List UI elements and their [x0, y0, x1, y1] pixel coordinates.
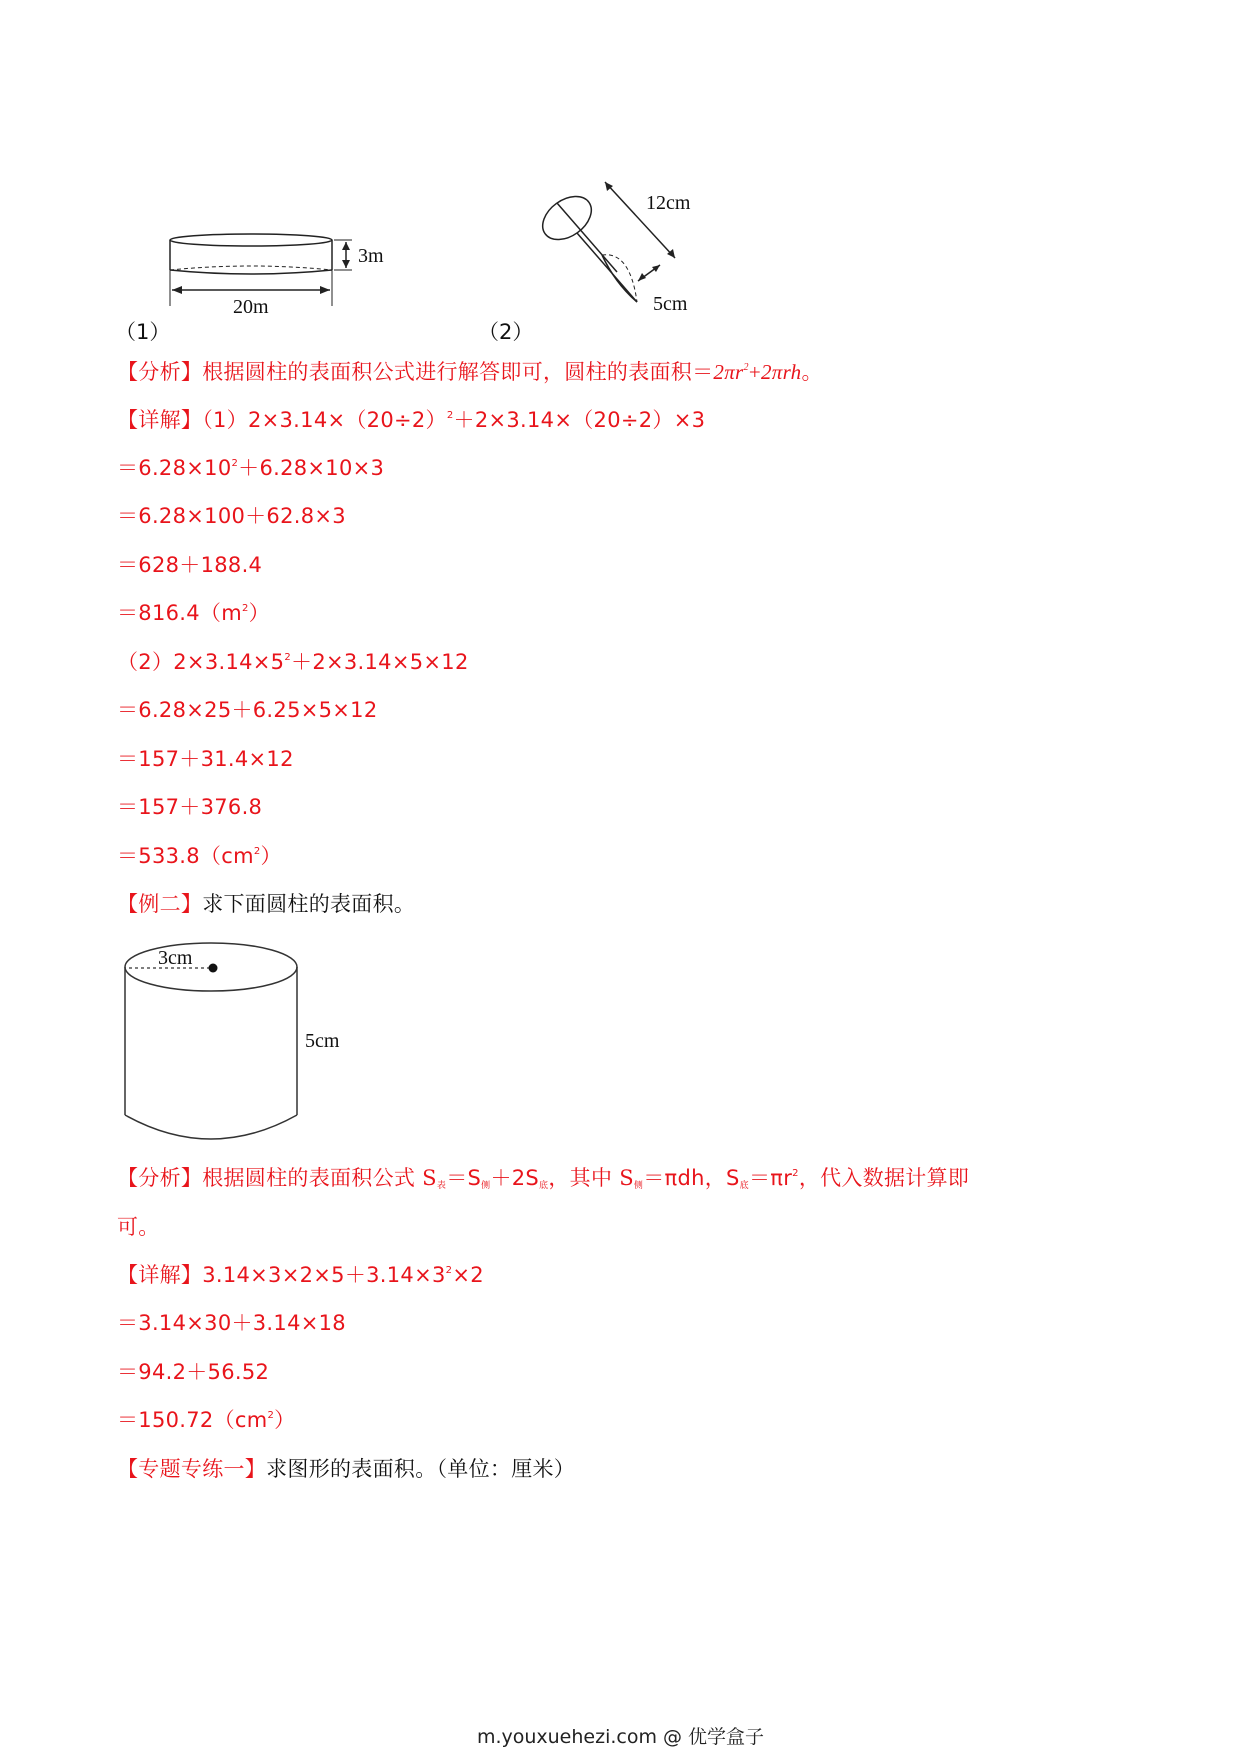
expr-exp: 2: [267, 1410, 275, 1421]
practice-heading: [117, 1453, 575, 1483]
expr-post: ）: [274, 1408, 296, 1432]
sub-ce: 侧: [481, 1181, 491, 1191]
example2-tag: 【例二】: [117, 892, 203, 916]
example2-heading: [117, 888, 415, 918]
figure3-height-label: 5cm: [305, 1030, 340, 1052]
figure-tilted-cylinder: [540, 175, 720, 325]
analysis2-p1: 根据圆柱的表面积公式 S: [202, 1166, 437, 1190]
expr-post: ）: [260, 844, 282, 868]
analysis-2-line2: 可。: [117, 1215, 160, 1239]
detail-1-step8: ＝157＋31.4×12: [117, 747, 294, 771]
detail-2-step4: [117, 1404, 295, 1434]
figure-upright-cylinder: [125, 942, 365, 1142]
formula-term-b: 2πrh: [760, 360, 802, 384]
expr-pre: （2）2×3.14×5: [117, 650, 285, 674]
sub-di: 底: [539, 1181, 549, 1191]
detail2-tag: 【详解】: [117, 1263, 203, 1287]
expr-pre: 3.14×3×2×5＋3.14×3: [202, 1263, 446, 1287]
formula-end: 。: [801, 360, 823, 384]
expr-post: ＋6.28×10×3: [238, 456, 385, 480]
analysis2-p7: ，代入数据计算即: [798, 1166, 970, 1190]
figure-flat-cylinder: [160, 228, 420, 318]
formula: [713, 360, 801, 384]
figure1-width-label: 20m: [233, 296, 269, 318]
detail-2-step2: ＝3.14×30＋3.14×18: [117, 1311, 346, 1335]
expr-post: ×2: [452, 1263, 484, 1287]
practice-tag: 【专题专练一】: [117, 1457, 267, 1481]
detail-tag: 【详解】: [117, 408, 203, 432]
practice-text: 求图形的表面积。（单位：厘米）: [266, 1457, 576, 1481]
analysis2-p6: ＝πr: [748, 1166, 793, 1190]
expr-exp: 2: [253, 846, 261, 857]
analysis-tag: 【分析】: [117, 360, 203, 384]
analysis2-exp: 2: [792, 1168, 799, 1179]
detail-1-step3: ＝6.28×100＋62.8×3: [117, 504, 346, 528]
expr-exp: 2: [445, 1265, 453, 1276]
analysis-text: 根据圆柱的表面积公式进行解答即可，圆柱的表面积＝: [202, 360, 714, 384]
detail-2-step3: ＝94.2＋56.52: [117, 1360, 270, 1384]
detail-1-step10: [117, 840, 282, 870]
sub-biao: 表: [436, 1181, 447, 1191]
analysis-2-line1: [117, 1162, 969, 1192]
analysis2-p5: ＝πdh，S: [643, 1166, 740, 1190]
expr-exp: 2: [446, 410, 454, 421]
detail-1-step5: [117, 597, 270, 627]
expr-pre: ＝6.28×10: [117, 456, 232, 480]
figure2-diameter-label: 5cm: [653, 293, 688, 315]
detail-1-step6: [117, 646, 469, 676]
figure1-caption: （1）: [115, 320, 171, 344]
detail-2-line1: [117, 1259, 484, 1289]
analysis-1: [117, 356, 823, 386]
expr-exp: 2: [231, 458, 239, 469]
sub-di2: 底: [739, 1181, 749, 1191]
detail-1-line1: [117, 404, 705, 434]
analysis2-tag: 【分析】: [117, 1166, 203, 1190]
expr-pre: （1）2×3.14×（20÷2）: [202, 408, 447, 432]
figure1-height-label: 3m: [358, 245, 384, 267]
figure2-length-label: 12cm: [646, 192, 691, 214]
expr-pre: ＝533.8（cm: [117, 844, 254, 868]
expr-post: ＋2×3.14×（20÷2）×3: [453, 408, 706, 432]
analysis2-p3: ＋2S: [490, 1166, 540, 1190]
example2-text: 求下面圆柱的表面积。: [202, 892, 416, 916]
expr-exp: 2: [284, 652, 292, 663]
detail-1-step4: ＝628＋188.4: [117, 553, 263, 577]
footer-url: m.youxuehezi.com @ 优学盒子: [476, 1726, 765, 1748]
formula-exp: 2: [743, 362, 749, 373]
expr-post: ＋2×3.14×5×12: [291, 650, 469, 674]
expr-pre: ＝150.72（cm: [117, 1408, 268, 1432]
detail-1-step9: ＝157＋376.8: [117, 795, 263, 819]
figure3-radius-label: 3cm: [158, 947, 193, 969]
formula-term-a: 2πr: [713, 360, 744, 384]
detail-1-step7: ＝6.28×25＋6.25×5×12: [117, 698, 378, 722]
figure2-caption: （2）: [478, 320, 534, 344]
sub-ce2: 侧: [633, 1181, 644, 1191]
detail-1-step2: [117, 452, 384, 482]
expr-post: ）: [248, 601, 270, 625]
expr-exp: 2: [241, 603, 249, 614]
formula-plus: +: [748, 360, 761, 384]
analysis2-p2: ＝S: [446, 1166, 482, 1190]
expr-pre: ＝816.4（m: [117, 601, 242, 625]
analysis2-p4: ，其中 S: [548, 1166, 634, 1190]
